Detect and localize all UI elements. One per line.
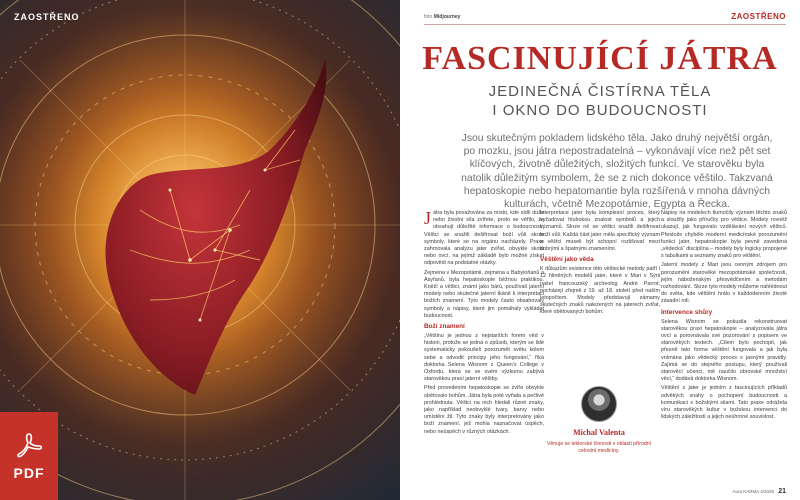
author-box: [540, 374, 658, 500]
subtitle-line-1: JEDINEČNÁ ČISTÍRNA TĚLA: [488, 83, 712, 100]
paragraph: Nápisy na modelech tlumočily význam těchto znaků a sloužily jako příručky pro věštce. Modely rovněž ukazují, jak fungovalo vzdělávání nových věštců. Přestože chybělo moderní medicínské porozumění funkci jater, hepatoskopie byla pevně zavedená „vědecká“ disciplína – modely byly logicky propojené s tabulkami a seznamy znaků pro věštění.: [661, 210, 787, 260]
section-heading: Věštění jako věda: [540, 256, 594, 264]
photo-credit-prefix: foto: [424, 14, 433, 20]
paragraph: Před provedením hepatoskopie se zvíře obvykle obětovalo bohům. Játra byla poté vyňata a pečlivě prohlédnuta. Věštci na nich hledali různé znaky, jako například neobvyklé tvary, barvy nebo umístění žil. Tyto znaky byly interpretovány jako boží znamení, jež mohla naznačovat úspěch, nebo neúspěch v různých otázkách.: [424, 385, 544, 435]
section-label: ZAOSTŘENO: [14, 12, 80, 22]
photo-credit: [424, 14, 460, 20]
paragraph-text: átra byla považována za místo, kde sídlí duše nebo životní síla zvířete, proto se věřilo, že obsahují důležité informace o budoucnosti. Věštci se snažili dešifrovat boží vůli skrze symboly, které se na orgánu nacházely. Praxe zahrnovala analýzu jater zvířat, obvykle skotu nebo ovcí, na jejímž základě bylo možné získat odpovědi na podstatné otázky.: [424, 210, 544, 267]
paragraph: Selena Wisnom se pokusila rekonstruovat starověkou praxi hepatoskopie – analyzovala játra ovcí a porovnávala své pozorování s popisem ve starověkých textech. „Cílem bylo pochopit, jak přesně tato forma věštění fungovala a jak byla vnímána jako vědecký proces s jasnými pravidly. Zajímá se do stejného postupu, který používali starověcí učenci, mě naučilo obrovské množství věcí,“ dodává doktorka Wisnom.: [661, 318, 787, 383]
article-subtitle: [400, 82, 800, 120]
section-heading: Boží znamení: [424, 323, 465, 331]
paragraph: „Většinu je jednou z nejstarších forem věd v historii, protože se jedná o způsob, kterým se lidé systematicky pokoušeli porozumět světu kolem sebe a odvodit principy jeho fungování,“ říká doktorka Selena Wisnom z Queen's College v Oxfordu, která se ve svém výzkumu zabývá starověkou praxí jaterní věštby.: [424, 333, 544, 383]
magazine-issue: Aura KARMA 4/2025: [732, 489, 774, 494]
article-title: FASCINUJÍCÍ JÁTRA: [422, 40, 778, 77]
paragraph: [424, 210, 544, 268]
article-column-3: [661, 210, 787, 480]
dropcap: J: [424, 208, 432, 228]
subtitle-line-2: I OKNO DO BUDOUCNOSTI: [492, 102, 708, 119]
paragraph: K důkazům existence této věštecké metody patří i 12 hliněných modelů jater, které v Mari v Sýrii našel francouzský archeolog André Parrot; pocházejí zřejmě z 19. až 18. století před naším letopočtem. Modely představují zámamy skutečných znaků nalezených na jaterech zvířat, které obětovaných bohům.: [540, 266, 660, 316]
author-name: Michal Valenta: [573, 428, 625, 437]
author-bio: Věnuje se lektorské činnosti v oblasti přírodní celostní medicíny.: [546, 441, 652, 454]
section-heading: Intervence shůry: [661, 308, 713, 316]
photo-credit-source: Midjourney: [433, 14, 461, 20]
header-divider: [424, 24, 786, 25]
section-label: ZAOSTŘENO: [731, 12, 786, 21]
article-column-2: [540, 210, 660, 358]
pdf-icon: [14, 431, 44, 461]
paragraph: Interpretace jater byla komplexní proces, který vyžadoval hlubokou znalost symbolů a jejich významů. Skrze ně se věštci snažili dešifrovat boží vůli. Každá část jater měla specifický význam a věštci museli být schopní rozlišovat mezi dobrými a špatnými znameními.: [540, 210, 660, 253]
article-column-1: [424, 210, 544, 495]
author-photo: [581, 386, 617, 422]
paragraph: Jaterní modely z Mari jsou cenným zdrojem pro porozumění starověké mezopotámské společnosti, jejím náboženským přesvědčením a metodám rozhodování. Skrze tyto modely můžeme nahlédnout do světa, kde věštění hrálo v každodenním životě zásadní roli.: [661, 262, 787, 305]
paragraph: Věštění z jater je jedním z fascinujících příkladů odvěkých snahy o pochopení budoucnosti a komunikaci s božskými silami. Tato praxe odrážela víru starověkých kultur v božskou intervenci do lidských záležitostí a jejich neúhrnné souvislost.: [661, 385, 787, 421]
pdf-download-button[interactable]: [0, 412, 58, 500]
pdf-label: PDF: [13, 465, 45, 481]
page-number: 21: [778, 488, 786, 495]
article-lead: Jsou skutečným pokladem lidského těla. Jako druhý největší orgán, po mozku, jsou játra nepostradatelná – vykonávají více než pět set klíčových, životně důležitých, složitých funkcí. Ve starověku byla natolik důležitým symbolem, že se z nich dokonce věštilo. Takzvaná hepatoskopie nebo hepatomantie byla rozšířená v mnoha dávných kulturách, včetně Mezopotámie, Egypta a Řecka.: [461, 133, 773, 211]
article-page: [400, 0, 800, 500]
paragraph: Zejména v Mezopotámii, zejména u Babyloňanů a Asyřanů, byla hepatoskopie běžnou praktikou. Kněží a věštci, známí jako bárú, používali jaterní modely nebo skutečné jaterní tkáně k interpretaci božích znamení. Tyto modely často obsahovaly symboly a nápisy, které jim pomáhaly vykládat budoucnost.: [424, 269, 544, 319]
